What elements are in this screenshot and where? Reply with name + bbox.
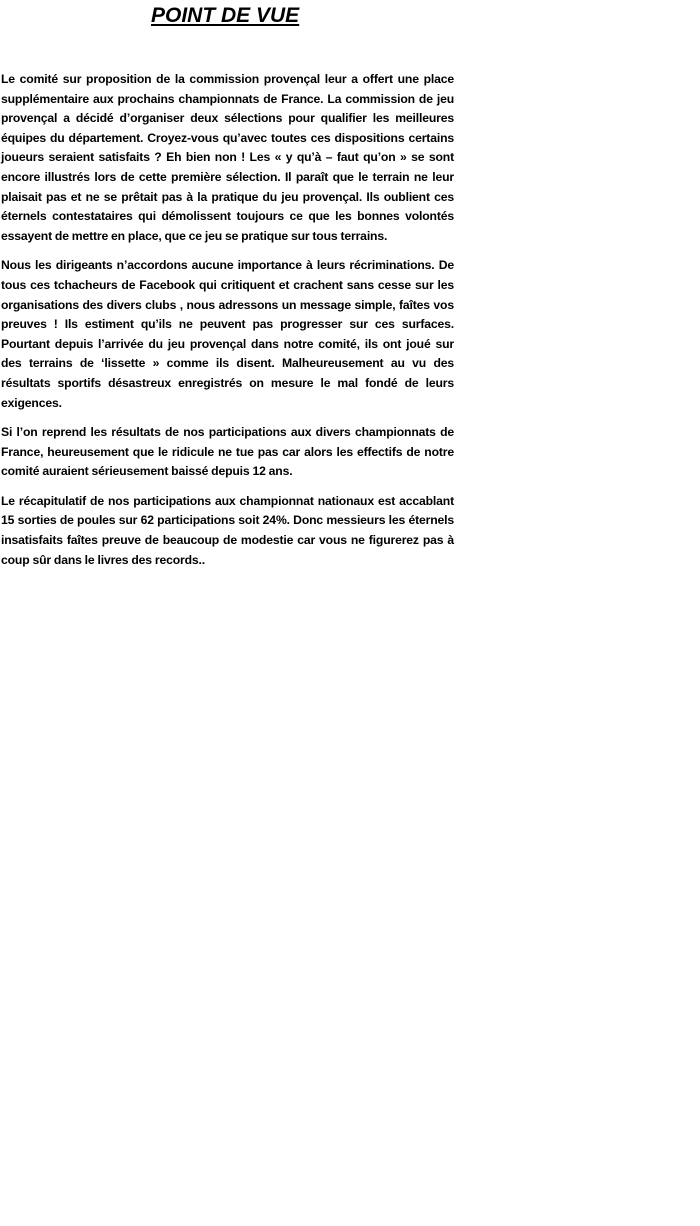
paragraph-2: Nous les dirigeants n’accordons aucune importance à leurs récriminations. De tous ces tchacheurs de Facebook qui critiquent et crachent sans cesse sur les organisations des divers clubs , nous adressons un message simple, faîtes vos preuves ! Ils estiment qu’ils ne peuvent pas progresser sur ces surfaces. Pourtant depuis l’arrivée du jeu provençal dans notre comité, ils ont joué sur des terrains de ‘lissette » comme ils disent. Malheureusement au vu des résultats sportifs désastreux enregistrés on mesure le mal fondé de leurs exigences. xyxy=(1,258,454,410)
page-title: POINT DE VUE xyxy=(151,4,300,27)
paragraph-4: Le récapitulatif de nos participations aux championnat nationaux est accablant 15 sorties de poules sur 62 participations soit 24%. Donc messieurs les éternels insatisfaits faîtes preuve de beaucoup de modestie car vous ne figurerez pas à coup sûr dans le livres des records.. xyxy=(1,493,454,567)
paragraph-1: Le comité sur proposition de la commission provençal leur a offert une place supplémentaire aux prochains championnats de France. La commission de jeu provençal a décidé d’organiser deux sélections pour qualifier les meilleures équipes du département. Croyez-vous qu’avec toutes ces dispositions certains joueurs seraient satisfaits ? Eh bien non ! Les « y qu’à – faut qu’on » se sont encore illustrés lors de cette première sélection. Il paraît que le terrain ne leur plaisait pas et ne se prêtait pas à la pratique du jeu provençal. Ils oublient ces éternels contestataires qui démolissent toujours ce que les bonnes volontés essayent de mettre en place, que ce jeu se pratique sur tous terrains. xyxy=(1,72,454,243)
article-body xyxy=(1,70,454,580)
paragraph-3: Si l’on reprend les résultats de nos participations aux divers championnats de France, heureusement que le ridicule ne tue pas car alors les effectifs de notre comité auraient sérieusement baissé depuis 12 ans. xyxy=(1,425,454,479)
